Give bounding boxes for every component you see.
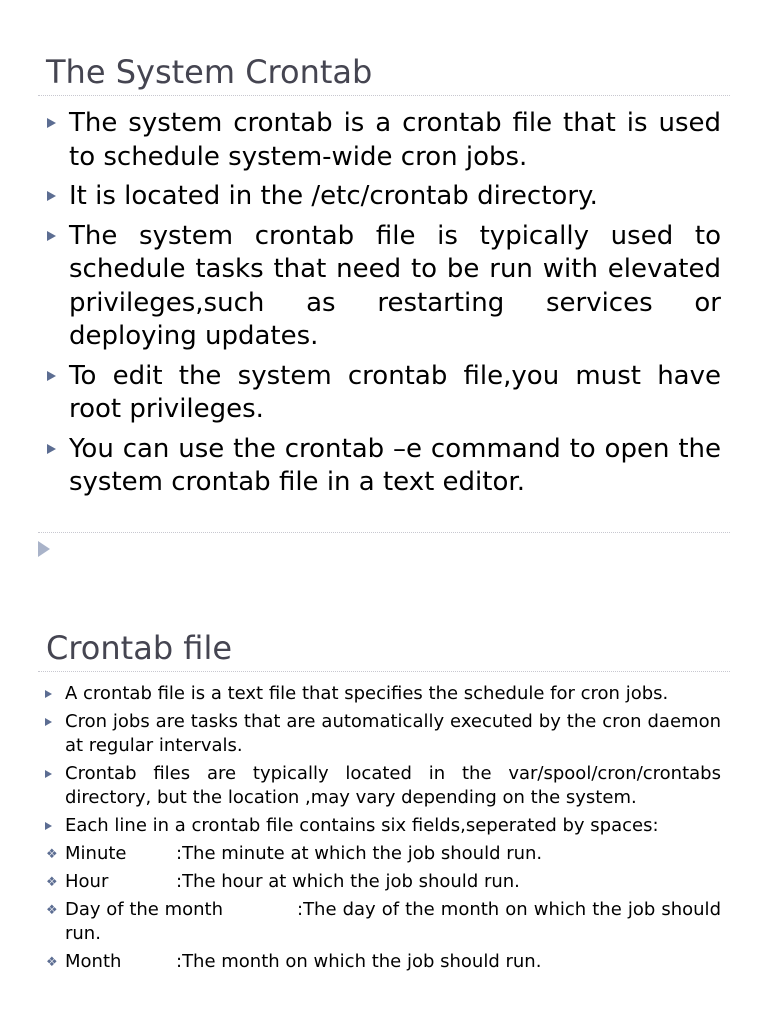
field-description: :The minute at which the job should run. — [176, 843, 543, 864]
bullet-list — [44, 107, 721, 506]
field-name: Month — [65, 951, 122, 972]
bullet-list — [44, 682, 721, 978]
bullet-triangle-icon — [47, 371, 56, 381]
field-description: :The hour at which the job should run. — [176, 871, 520, 892]
footer-divider — [38, 532, 730, 533]
diamond-bullet-icon: ❖ — [46, 847, 58, 862]
bullet-item — [44, 107, 721, 174]
bullet-triangle-icon — [47, 191, 56, 201]
bullet-triangle-icon — [45, 690, 52, 698]
field-item-hour — [44, 870, 721, 894]
slide-crontab-file — [0, 600, 768, 1024]
bullet-item — [44, 180, 721, 214]
title-divider — [38, 95, 730, 96]
bullet-text: Cron jobs are tasks that are automatically executed by the cron daemon at regular intervals. — [65, 711, 721, 756]
diamond-bullet-icon: ❖ — [46, 875, 58, 890]
field-name: Minute — [65, 843, 127, 864]
field-name: Day of the month — [65, 899, 224, 920]
bullet-text: A crontab file is a text file that specifies the schedule for cron jobs. — [65, 683, 669, 704]
field-name: Hour — [65, 871, 109, 892]
bullet-triangle-icon — [47, 118, 56, 128]
field-item-minute — [44, 842, 721, 866]
bullet-triangle-icon — [45, 718, 52, 726]
bullet-item — [44, 814, 721, 838]
bullet-triangle-icon — [47, 444, 56, 454]
bullet-text: You can use the crontab –e command to open the system crontab file in a text editor. — [69, 433, 721, 497]
bullet-text: The system crontab is a crontab file that is used to schedule system-wide cron jobs. — [69, 108, 721, 172]
bullet-triangle-icon — [45, 822, 52, 830]
field-description: :The day of the month on which the job should run. — [65, 899, 721, 944]
title-divider — [38, 671, 730, 672]
diamond-bullet-icon: ❖ — [46, 903, 58, 918]
bullet-item — [44, 682, 721, 706]
bullet-triangle-icon — [45, 770, 52, 778]
bullet-item — [44, 360, 721, 427]
slide-title: Crontab file — [46, 629, 233, 667]
slide-marker-arrow-icon — [38, 541, 50, 557]
field-description: :The month on which the job should run. — [176, 951, 542, 972]
bullet-text: The system crontab file is typically used to schedule tasks that need to be run with elevated privileges,such as restarting services or deploying updates. — [69, 220, 721, 351]
bullet-item — [44, 710, 721, 758]
field-item-month — [44, 950, 721, 974]
bullet-item — [44, 220, 721, 354]
diamond-bullet-icon: ❖ — [46, 955, 58, 970]
slide-title: The System Crontab — [46, 53, 373, 91]
bullet-text: To edit the system crontab file,you must have root privileges. — [69, 360, 721, 424]
bullet-text: It is located in the /etc/crontab directory. — [69, 181, 598, 211]
bullet-text: Crontab files are typically located in the var/spool/cron/crontabs directory, but the location ,may vary depending on the system. — [65, 763, 721, 808]
bullet-triangle-icon — [47, 231, 56, 241]
bullet-item — [44, 762, 721, 810]
bullet-text: Each line in a crontab file contains six fields,seperated by spaces: — [65, 815, 659, 836]
field-item-day-of-month — [44, 898, 721, 946]
bullet-item — [44, 433, 721, 500]
